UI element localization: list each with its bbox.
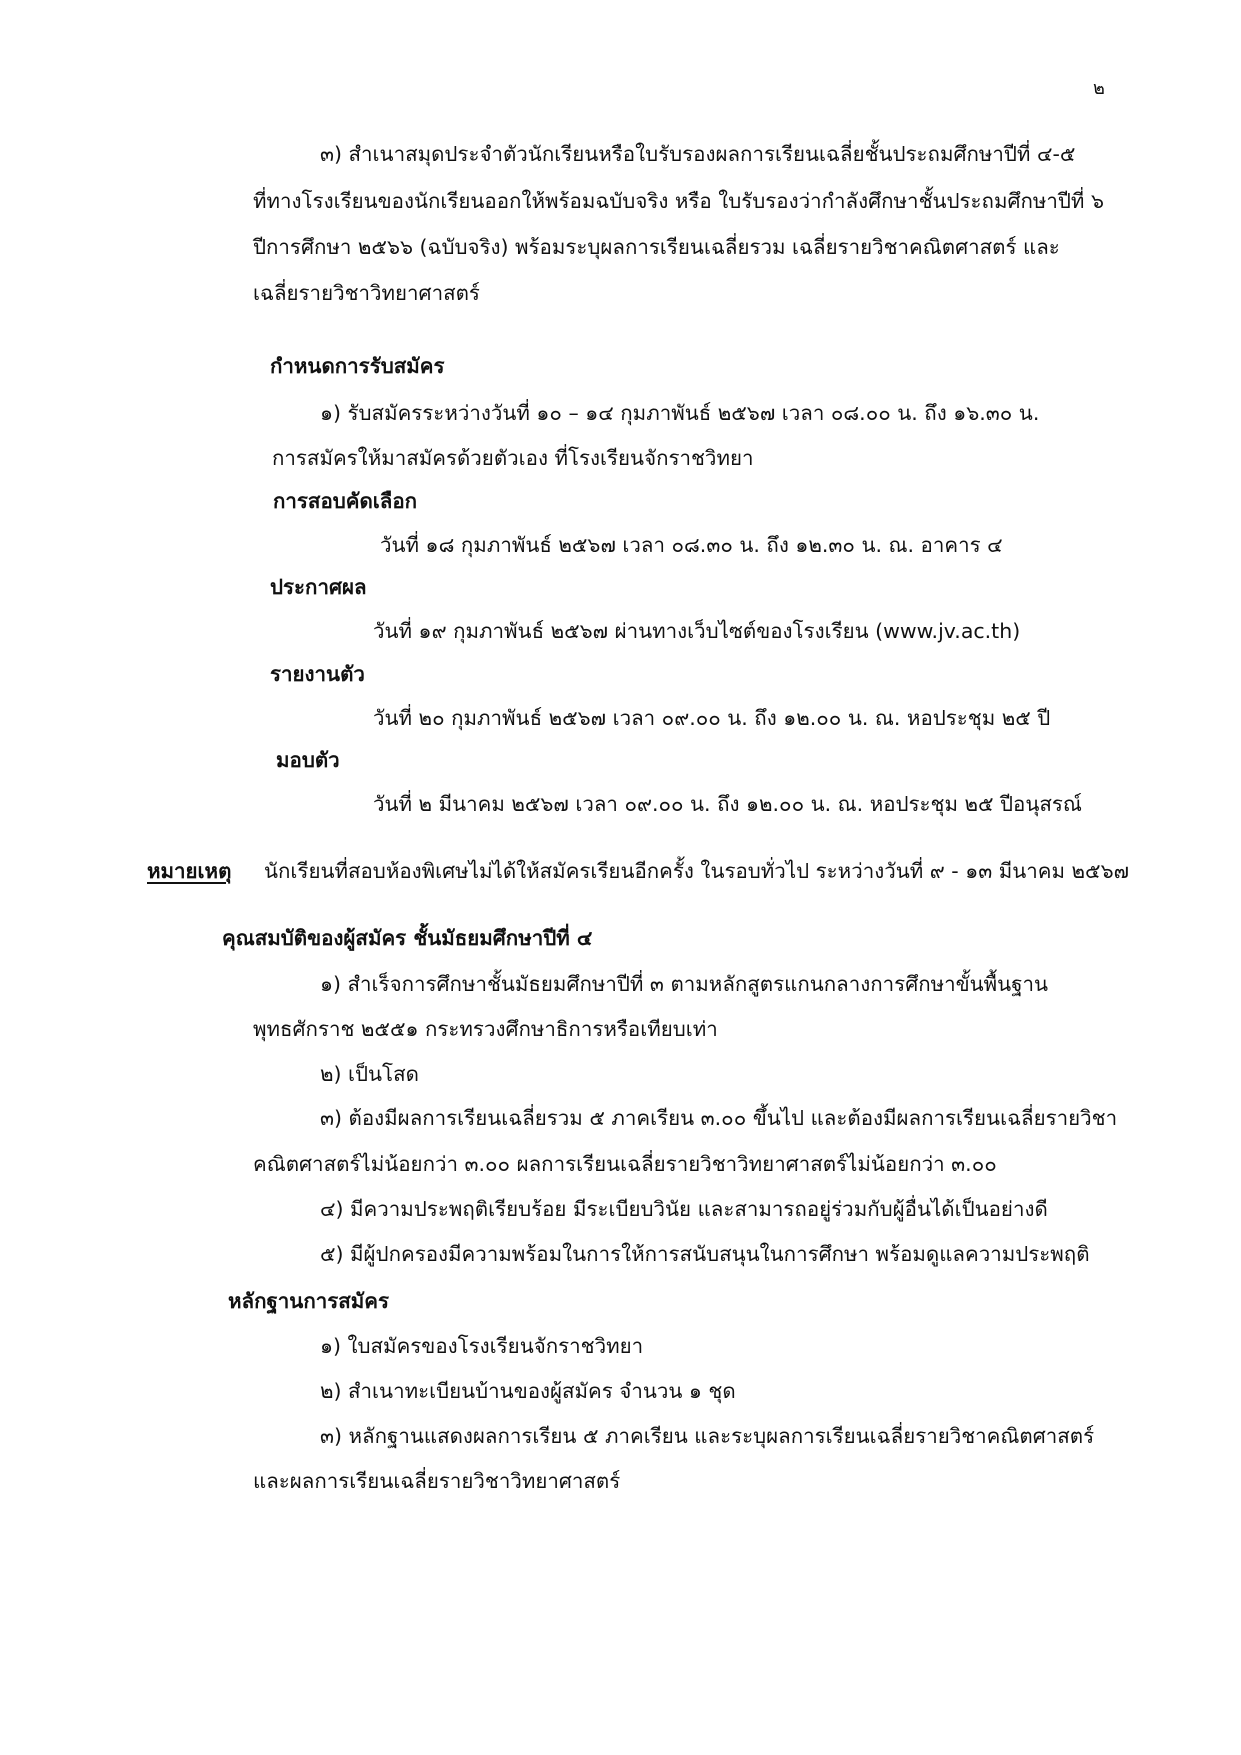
qualification-3-line-2: คณิตศาสตร์ไม่น้อยกว่า ๓.๐๐ ผลการเรียนเฉลี่ยรายวิชาวิทยาศาสตร์ไม่น้อยกว่า ๓.๐๐ [253,1152,997,1176]
qualification-4: ๔) มีความประพฤติเรียบร้อย มีระเบียบวินัย และสามารถอยู่ร่วมกับผู้อื่นได้เป็นอย่างดี [320,1197,1048,1221]
qualification-2: ๒) เป็นโสด [320,1062,419,1086]
qualifications-heading: คุณสมบัติของผู้สมัคร ชั้นมัธยมศึกษาปีที่ ๔ [222,926,593,950]
evidence-2: ๒) สำเนาทะเบียนบ้านของผู้สมัคร จำนวน ๑ ชุด [320,1379,736,1403]
qualification-3-line-1: ๓) ต้องมีผลการเรียนเฉลี่ยรวม ๕ ภาคเรียน ๓.๐๐ ขึ้นไป และต้องมีผลการเรียนเฉลี่ยรายวิชา [320,1106,1118,1130]
qualification-1-line-2: พุทธศักราช ๒๕๕๑ กระทรวงศึกษาธิการหรือเทียบเท่า [253,1017,718,1041]
evidence-1: ๑) ใบสมัครของโรงเรียนจักราชวิทยา [320,1334,644,1358]
announce-heading: ประกาศผล [270,575,367,599]
evidence-3-line-2: และผลการเรียนเฉลี่ยรายวิชาวิทยาศาสตร์ [253,1469,621,1493]
apply-schedule-heading: กำหนดการรับสมัคร [270,354,445,378]
announce-detail: วันที่ ๑๙ กุมภาพันธ์ ๒๕๖๗ ผ่านทางเว็บไซต์ของโรงเรียน (www.jv.ac.th) [373,619,1021,643]
exam-heading: การสอบคัดเลือก [273,489,418,513]
qualification-5: ๕) มีผู้ปกครองมีความพร้อมในการให้การสนับสนุนในการศึกษา พร้อมดูแลความประพฤติ [320,1242,1090,1266]
requirement-3-line-3: ปีการศึกษา ๒๕๖๖ (ฉบับจริง) พร้อมระบุผลการเรียนเฉลี่ยรวม เฉลี่ยรายวิชาคณิตศาสตร์ และ [253,235,1060,259]
handover-detail: วันที่ ๒ มีนาคม ๒๕๖๗ เวลา ๐๙.๐๐ น. ถึง ๑๒.๐๐ น. ณ. หอประชุม ๒๕ ปีอนุสรณ์ [373,792,1082,816]
requirement-3-line-4: เฉลี่ยรายวิชาวิทยาศาสตร์ [253,281,480,305]
apply-location-line: การสมัครให้มาสมัครด้วยตัวเอง ที่โรงเรียนจักราชวิทยา [272,446,754,470]
requirement-3-line-1: ๓) สำเนาสมุดประจำตัวนักเรียนหรือใบรับรองผลการเรียนเฉลี่ยชั้นประถมศึกษาปีที่ ๔-๕ [320,142,1076,166]
evidence-heading: หลักฐานการสมัคร [228,1289,390,1313]
apply-period-line: ๑) รับสมัครระหว่างวันที่ ๑๐ – ๑๔ กุมภาพันธ์ ๒๕๖๗ เวลา ๐๘.๐๐ น. ถึง ๑๖.๓๐ น. [320,401,1040,425]
report-heading: รายงานตัว [270,662,365,686]
requirement-3-line-2: ที่ทางโรงเรียนของนักเรียนออกให้พร้อมฉบับจริง หรือ ใบรับรองว่ากำลังศึกษาชั้นประถมศึกษาปีที่ ๖ [253,189,1104,213]
exam-detail: วันที่ ๑๘ กุมภาพันธ์ ๒๕๖๗ เวลา ๐๘.๓๐ น. ถึง ๑๒.๓๐ น. ณ. อาคาร ๔ [380,533,1003,557]
note-label: หมายเหตุ [147,859,232,883]
report-detail: วันที่ ๒๐ กุมภาพันธ์ ๒๕๖๗ เวลา ๐๙.๐๐ น. ถึง ๑๒.๐๐ น. ณ. หอประชุม ๒๕ ปี [373,706,1051,730]
handover-heading: มอบตัว [276,748,340,772]
evidence-3-line-1: ๓) หลักฐานแสดงผลการเรียน ๕ ภาคเรียน และระบุผลการเรียนเฉลี่ยรายวิชาคณิตศาสตร์ [320,1424,1095,1448]
page-number: ๒ [1093,78,1105,99]
qualification-1-line-1: ๑) สำเร็จการศึกษาชั้นมัธยมศึกษาปีที่ ๓ ตามหลักสูตรแกนกลางการศึกษาขั้นพื้นฐาน [320,972,1049,996]
note-text: นักเรียนที่สอบห้องพิเศษไม่ได้ให้สมัครเรียนอีกครั้ง ในรอบทั่วไป ระหว่างวันที่ ๙ - ๑๓ มีนาคม ๒๕๖๗ [264,859,1130,883]
